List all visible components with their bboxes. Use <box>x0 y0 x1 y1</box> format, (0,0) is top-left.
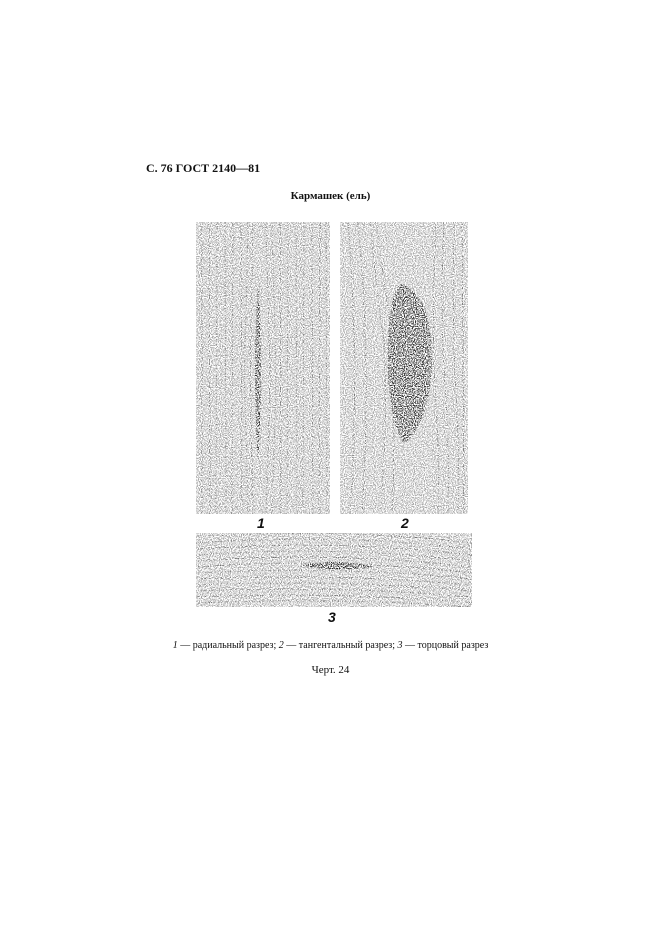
legend-label-2: тангентальный разрез <box>298 640 393 651</box>
photo-radial-section <box>196 222 330 514</box>
figure-title: Кармашек (ель) <box>290 190 371 202</box>
legend-sep-3: — <box>402 640 418 651</box>
legend-label-1: радиальный разрез <box>192 640 274 651</box>
figure-number-1: 1 <box>257 515 265 531</box>
radial-section-image <box>196 222 330 514</box>
legend-num-3: 3 <box>397 640 403 651</box>
page-header: С. 76 ГОСТ 2140—81 <box>146 161 261 175</box>
legend-num-2: 2 <box>278 640 284 651</box>
figure-number-3: 3 <box>328 609 336 625</box>
legend-sep-2: — <box>283 640 299 651</box>
legend-num-1: 1 <box>172 640 178 651</box>
end-section-image <box>196 533 472 607</box>
figure-number-2: 2 <box>401 515 409 531</box>
figure-legend <box>0 640 661 651</box>
legend-label-3: торцовый разрез <box>417 640 489 651</box>
figure-caption: Черт. 24 <box>311 664 350 676</box>
legend-sep-1: — <box>177 640 193 651</box>
photo-end-section <box>196 533 472 607</box>
photo-tangential-section <box>340 222 468 514</box>
tangential-section-image <box>340 222 468 514</box>
legend-delim-1: ; <box>273 640 279 651</box>
legend-delim-2: ; <box>392 640 398 651</box>
